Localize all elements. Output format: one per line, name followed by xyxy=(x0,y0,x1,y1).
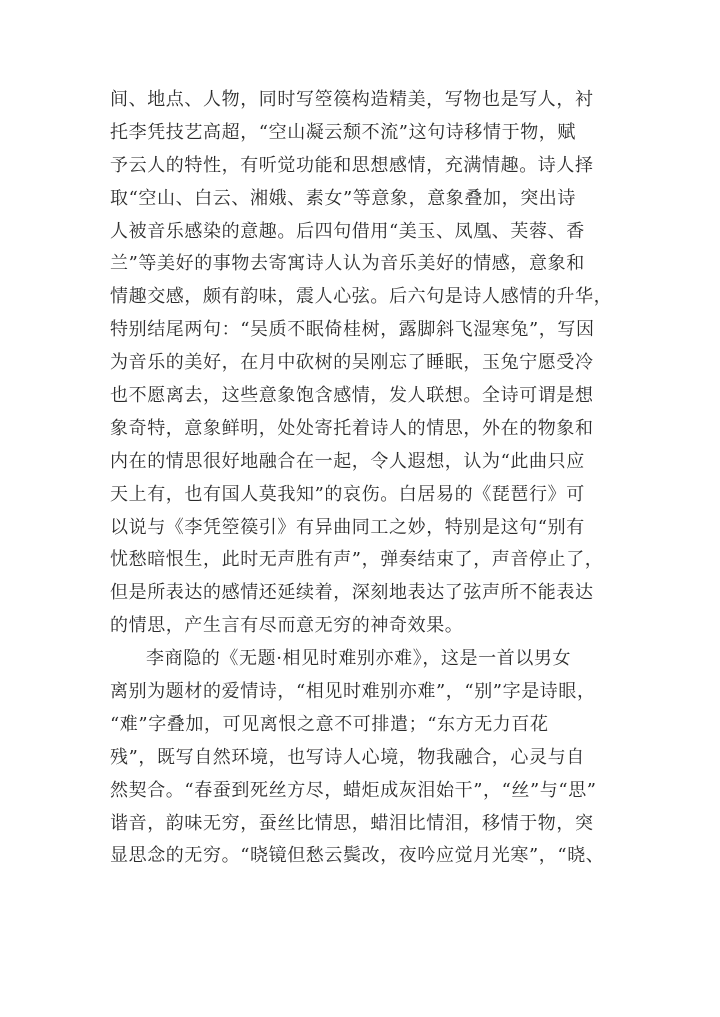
text-line: 残”，既写自然环境，也写诗人心境，物我融合，心灵与自 xyxy=(110,746,585,768)
text-line: 内在的情思很好地融合在一起，令人遐想，认为“此曲只应 xyxy=(110,450,585,472)
text-line: 忧愁暗恨生，此时无声胜有声”，弹奏结束了，声音停止了， xyxy=(110,549,604,571)
paragraph xyxy=(110,643,630,873)
text-line: 取“空山、白云、湘娥、素女”等意象，意象叠加，突出诗 xyxy=(110,187,577,209)
text-line: 离别为题材的爱情诗，“相见时难别亦难”，“别”字是诗眼， xyxy=(110,681,596,703)
text-line: 李商隐的《无题·相见时难别亦难》，这是一首以男女 xyxy=(146,648,572,670)
text-line: 以说与《李凭箜篌引》有异曲同工之妙，特别是这句“别有 xyxy=(110,516,585,538)
text-line: 特别结尾两句：“吴质不眠倚桂树，露脚斜飞湿寒兔”，写因 xyxy=(110,319,595,341)
text-line: 谐音，韵味无穷，蚕丝比情思，蜡泪比情泪，移情于物，突 xyxy=(110,812,594,834)
text-line: 但是所表达的感情还延续着，深刻地表达了弦声所不能表达 xyxy=(110,582,594,604)
body-text xyxy=(110,84,630,873)
text-line: 兰”等美好的事物去寄寓诗人认为音乐美好的情感，意象和 xyxy=(110,253,585,275)
text-line: 然契合。“春蚕到死丝方尽，蜡炬成灰泪始干”，“丝”与“思” xyxy=(110,779,597,801)
text-line: 的情思，产生言有尽而意无穷的神奇效果。 xyxy=(110,615,464,637)
text-line: 情趣交感，颇有韵味，震人心弦。后六句是诗人感情的升华， xyxy=(110,286,613,308)
paragraph xyxy=(110,84,630,643)
text-line: 为音乐的美好，在月中砍树的吴刚忘了睡眠，玉兔宁愿受冷 xyxy=(110,352,594,374)
text-line: 人被音乐感染的意趣。后四句借用“美玉、凤凰、芙蓉、香 xyxy=(110,220,585,242)
text-line: 天上有，也有国人莫我知”的哀伤。白居易的《琵琶行》可 xyxy=(110,483,585,505)
text-line: 予云人的特性，有听觉功能和思想感情，充满情趣。诗人择 xyxy=(110,154,594,176)
text-line: “难”字叠加，可见离恨之意不可排遣；“东方无力百花 xyxy=(110,713,549,735)
text-line: 象奇特，意象鲜明，处处寄托着诗人的情思，外在的物象和 xyxy=(110,417,594,439)
text-line: 显思念的无穷。“晓镜但愁云鬓改，夜吟应觉月光寒”，“晓、 xyxy=(110,845,605,867)
text-line: 也不愿离去，这些意象饱含感情，发人联想。全诗可谓是想 xyxy=(110,385,594,407)
text-line: 托李凭技艺高超，“空山凝云颓不流”这句诗移情于物，赋 xyxy=(110,121,577,143)
text-line: 间、地点、人物，同时写箜篌构造精美，写物也是写人，衬 xyxy=(110,89,594,110)
